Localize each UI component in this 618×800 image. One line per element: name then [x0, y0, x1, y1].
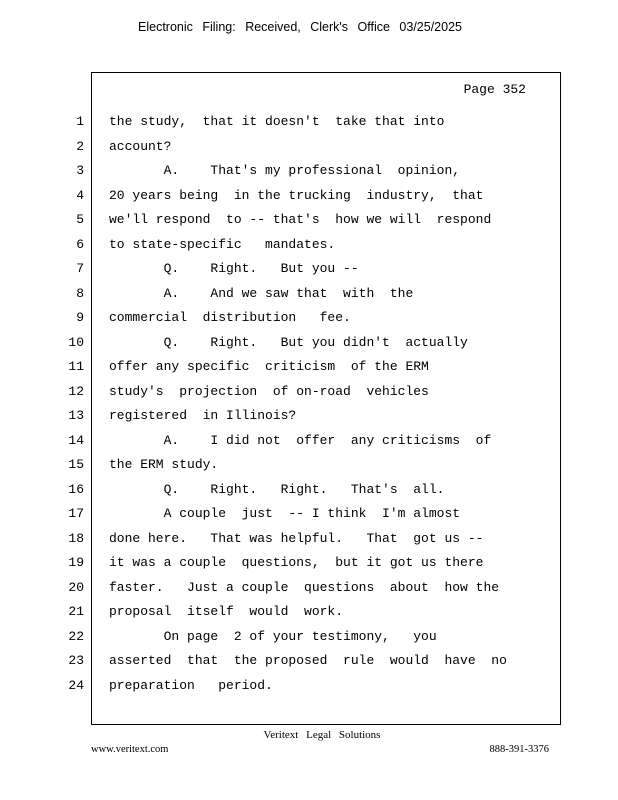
line-number: 15	[68, 457, 84, 472]
line-number: 24	[68, 677, 84, 693]
transcript-line: commercial distribution fee.	[109, 310, 351, 325]
line-number: 14	[68, 432, 84, 448]
line-number-column	[58, 112, 84, 700]
transcript-line: Q. Right. Right. That's all.	[109, 481, 445, 497]
line-number: 12	[68, 383, 84, 399]
footer-website: www.veritext.com	[91, 744, 169, 755]
page-number: Page 352	[463, 82, 526, 97]
line-number: 2	[76, 138, 84, 154]
transcript-line: the ERM study.	[109, 457, 219, 472]
line-number: 22	[68, 628, 84, 644]
transcript-line: the study, that it doesn't take that into	[109, 114, 445, 129]
transcript-line: faster. Just a couple questions about how the	[109, 579, 500, 595]
line-number: 10	[68, 334, 84, 350]
transcript-line: it was a couple questions, but it got us there	[109, 555, 484, 570]
transcript-line: A. And we saw that with the	[109, 285, 414, 301]
line-number: 7	[76, 261, 84, 276]
transcript-line: registered in Illinois?	[109, 408, 297, 423]
line-number: 19	[68, 555, 84, 570]
transcript-line: account?	[109, 138, 172, 154]
transcript-text	[109, 112, 549, 700]
transcript-line: offer any specific criticism of the ERM	[109, 359, 429, 374]
footer-company: Veritext Legal Solutions	[263, 729, 381, 741]
line-number: 1	[76, 114, 84, 129]
line-number: 4	[76, 187, 84, 203]
transcript-line: A. That's my professional opinion,	[109, 163, 461, 178]
transcript-line: preparation period.	[109, 677, 273, 693]
line-number: 20	[68, 579, 84, 595]
transcript-line: A. I did not offer any criticisms of	[109, 432, 492, 448]
transcript-line: proposal itself would work.	[109, 604, 344, 619]
line-number: 21	[68, 604, 84, 619]
filing-stamp: Electronic Filing: Received, Clerk's Office 03/25/2025	[138, 20, 462, 34]
line-number: 11	[68, 359, 84, 374]
line-number: 18	[68, 530, 84, 546]
line-number: 16	[68, 481, 84, 497]
transcript-line: On page 2 of your testimony, you	[109, 628, 437, 644]
transcript-line: study's projection of on-road vehicles	[109, 383, 429, 399]
transcript-line: asserted that the proposed rule would have no	[109, 653, 507, 668]
line-number: 8	[76, 285, 84, 301]
line-number: 23	[68, 653, 84, 668]
transcript-line: Q. Right. But you didn't actually	[109, 334, 468, 350]
transcript-line: we'll respond to -- that's how we will respond	[109, 212, 492, 227]
transcript-line: A couple just -- I think I'm almost	[109, 506, 461, 521]
transcript-line: 20 years being in the trucking industry, that	[109, 187, 484, 203]
transcript-line: done here. That was helpful. That got us --	[109, 530, 484, 546]
line-number: 17	[68, 506, 84, 521]
footer-phone: 888-391-3376	[489, 744, 549, 755]
line-number: 5	[76, 212, 84, 227]
transcript-line: Q. Right. But you --	[109, 261, 359, 276]
line-number: 6	[76, 236, 84, 252]
transcript-line: to state-specific mandates.	[109, 236, 336, 252]
line-number: 9	[76, 310, 84, 325]
line-number: 3	[76, 163, 84, 178]
line-number: 13	[68, 408, 84, 423]
